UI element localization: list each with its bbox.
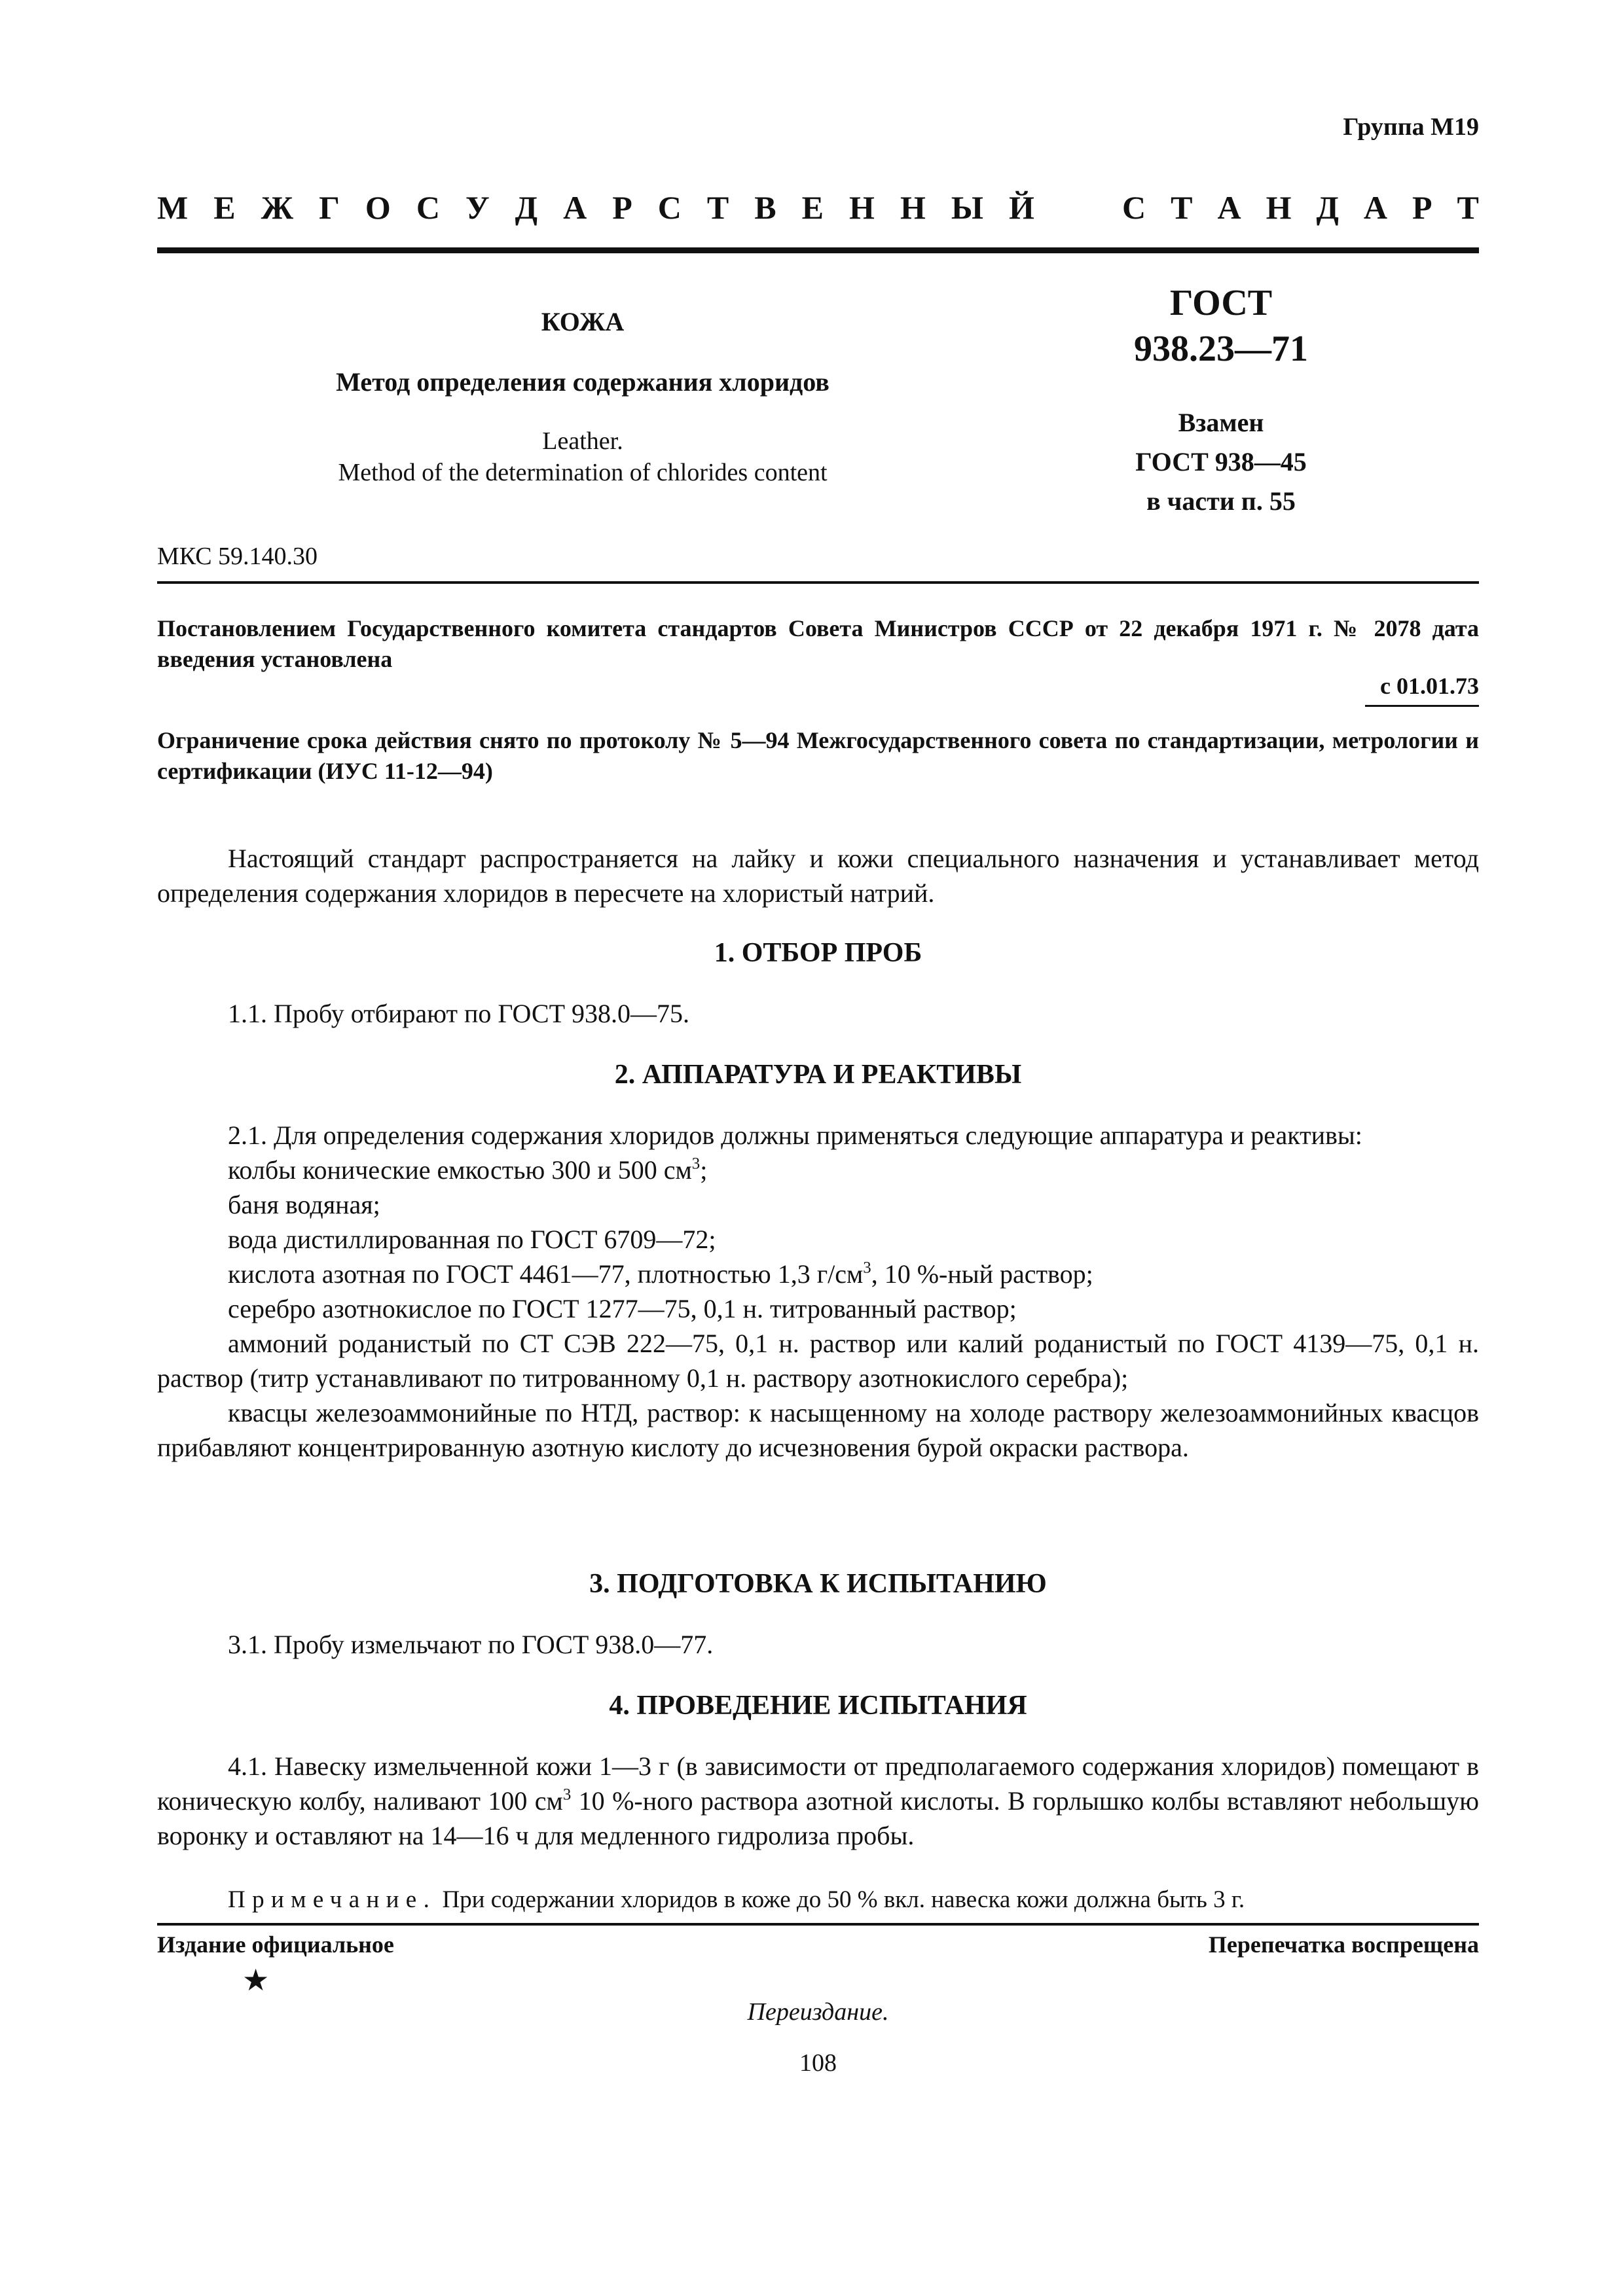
spaced-letter: Т — [706, 189, 729, 226]
spaced-letter: Р — [612, 189, 632, 226]
spaced-letter: Н — [900, 189, 926, 226]
replaces-block — [1048, 403, 1395, 521]
decree-text: Постановлением Государственного комитета стандартов Совета Министров СССР от 22 декабря 1971 г. № 2078 дата введения установлена — [157, 615, 1479, 672]
spaced-letter: С — [416, 189, 440, 226]
spaced-letter: Р — [1412, 189, 1432, 226]
spaced-letter: Ж — [261, 189, 294, 226]
spaced-letter: Н — [849, 189, 875, 226]
top-rule — [157, 247, 1479, 253]
apparatus-item: аммоний роданистый по СТ СЭВ 222—75, 0,1 н. раствор или калий роданистый по ГОСТ 4139—75, 0,1 н. раствор (титр устанавливают по титрованному 0,1 н. раствору азотнокислого серебра); — [157, 1329, 1479, 1393]
section-4-text-b: 10 %-ного раствора азотной кислоты. В горлышко колбы вставляют небольшую воронку и оставляют на 14—16 ч для медленного гидролиза пробы. — [157, 1786, 1480, 1850]
mks-rule — [157, 581, 1479, 584]
gost-designation — [1048, 280, 1395, 372]
spaced-letter: О — [365, 189, 391, 226]
group-code: Группа М19 — [1343, 113, 1479, 141]
gost-label: ГОСТ — [1169, 283, 1273, 323]
section-3-paragraph: 3.1. Пробу измельчают по ГОСТ 938.0—77. — [228, 1630, 714, 1659]
apparatus-item: серебро азотнокислое по ГОСТ 1277—75, 0,1 н. титрованный раствор; — [228, 1294, 1017, 1323]
spaced-letter: А — [1217, 189, 1241, 226]
section-2-content — [157, 1118, 1479, 1465]
star-icon: ★ — [242, 1964, 270, 1997]
superscript: 3 — [562, 1785, 572, 1804]
reprint-prohibited: Перепечатка воспрещена — [1208, 1931, 1479, 1958]
official-edition: Издание официальное — [157, 1931, 394, 1958]
replaces-label: Взамен — [1178, 408, 1264, 437]
spaced-letter: Т — [1457, 189, 1479, 226]
replaces-part: в части п. 55 — [1146, 486, 1296, 516]
note — [157, 1882, 1479, 1917]
apparatus-item-end: , 10 %-ный раствор; — [871, 1259, 1093, 1289]
apparatus-item: баня водяная; — [228, 1190, 380, 1219]
spaced-word-standard — [1122, 188, 1479, 226]
spaced-letter: С — [1122, 189, 1146, 226]
apparatus-item-text: кислота азотная по ГОСТ 4461—77, плотностью 1,3 г/см — [228, 1259, 864, 1289]
spaced-letter: А — [563, 189, 587, 226]
replaces-gost: ГОСТ 938—45 — [1135, 447, 1307, 476]
note-text: При содержании хлоридов в коже до 50 % вкл. навеска кожи должна быть 3 г. — [436, 1886, 1245, 1913]
apparatus-item-end: ; — [700, 1155, 708, 1185]
english-title-line1: Leather. — [542, 427, 623, 455]
document-title: КОЖА — [541, 307, 625, 336]
spaced-letter: Г — [319, 189, 340, 226]
spaced-letter: Д — [515, 189, 538, 226]
apparatus-item-text: колбы конические емкостью 300 и 500 см — [228, 1155, 692, 1185]
section-4-title: 4. ПРОВЕДЕНИЕ ИСПЫТАНИЯ — [609, 1691, 1027, 1721]
section-1-paragraph: 1.1. Пробу отбирают по ГОСТ 938.0—75. — [228, 999, 690, 1028]
spaced-word-interstate — [157, 188, 1034, 226]
section-1-title: 1. ОТБОР ПРОБ — [714, 938, 922, 968]
english-title-line2: Method of the determination of chlorides content — [338, 459, 828, 486]
mks-code: МКС 59.140.30 — [157, 543, 318, 570]
apparatus-item — [157, 1257, 1479, 1291]
spaced-letter: У — [465, 189, 490, 226]
spaced-letter: Ы — [951, 189, 983, 226]
apparatus-item — [157, 1153, 1479, 1187]
page-number: 108 — [799, 2049, 837, 2077]
reissue-note: Переиздание. — [747, 1998, 889, 2026]
spaced-letter: А — [1363, 189, 1387, 226]
spaced-letter: Д — [1316, 189, 1339, 226]
standard-type-heading — [157, 188, 1479, 226]
note-label: Примечание. — [228, 1886, 437, 1913]
spaced-letter: Т — [1171, 189, 1193, 226]
effective-date: с 01.01.73 — [1380, 673, 1479, 699]
section-3-title: 3. ПОДГОТОВКА К ИСПЫТАНИЮ — [589, 1569, 1047, 1599]
apparatus-item: квасцы железоаммонийные по НТД, раствор: к насыщенному на холоде раствору железоаммонийных квасцов прибавляют концентрированную азотную кислоту до исчезновения бурой окраски раствора. — [157, 1398, 1479, 1462]
spaced-letter: Н — [1266, 189, 1292, 226]
spaced-letter: Й — [1008, 189, 1034, 226]
spaced-letter: С — [657, 189, 682, 226]
section-2-intro: 2.1. Для определения содержания хлоридов должны применяться следующие аппаратура и реактивы: — [228, 1121, 1362, 1150]
spaced-letter: Е — [801, 189, 824, 226]
footer-rule — [157, 1923, 1479, 1926]
section-4-paragraph — [157, 1749, 1479, 1853]
spaced-letter: Е — [213, 189, 236, 226]
intro-paragraph: Настоящий стандарт распространяется на лайку и кожи специального назначения и устанавливает метод определения содержания хлоридов в пересчете на хлористый натрий. — [157, 844, 1479, 908]
document-subtitle: Метод определения содержания хлоридов — [336, 367, 830, 397]
section-4-text-a: 4.1. Навеску измельченной кожи 1—3 г (в зависимости от предполагаемого содержания хлоридов) помещают в коническую колбу, наливают 100 см — [157, 1751, 1479, 1816]
superscript: 3 — [691, 1155, 701, 1173]
superscript: 3 — [863, 1259, 871, 1277]
limitation-text: Ограничение срока действия снято по протоколу № 5—94 Межгосударственного совета по стандартизации, метрологии и сертификации (ИУС 11-12—94) — [157, 727, 1479, 784]
effective-date-underline — [1365, 705, 1479, 707]
section-2-title: 2. АППАРАТУРА И РЕАКТИВЫ — [614, 1060, 1022, 1090]
gost-number: 938.23—71 — [1134, 329, 1308, 369]
spaced-letter: М — [157, 189, 189, 226]
spaced-letter: В — [754, 189, 776, 226]
apparatus-item: вода дистиллированная по ГОСТ 6709—72; — [228, 1225, 716, 1254]
